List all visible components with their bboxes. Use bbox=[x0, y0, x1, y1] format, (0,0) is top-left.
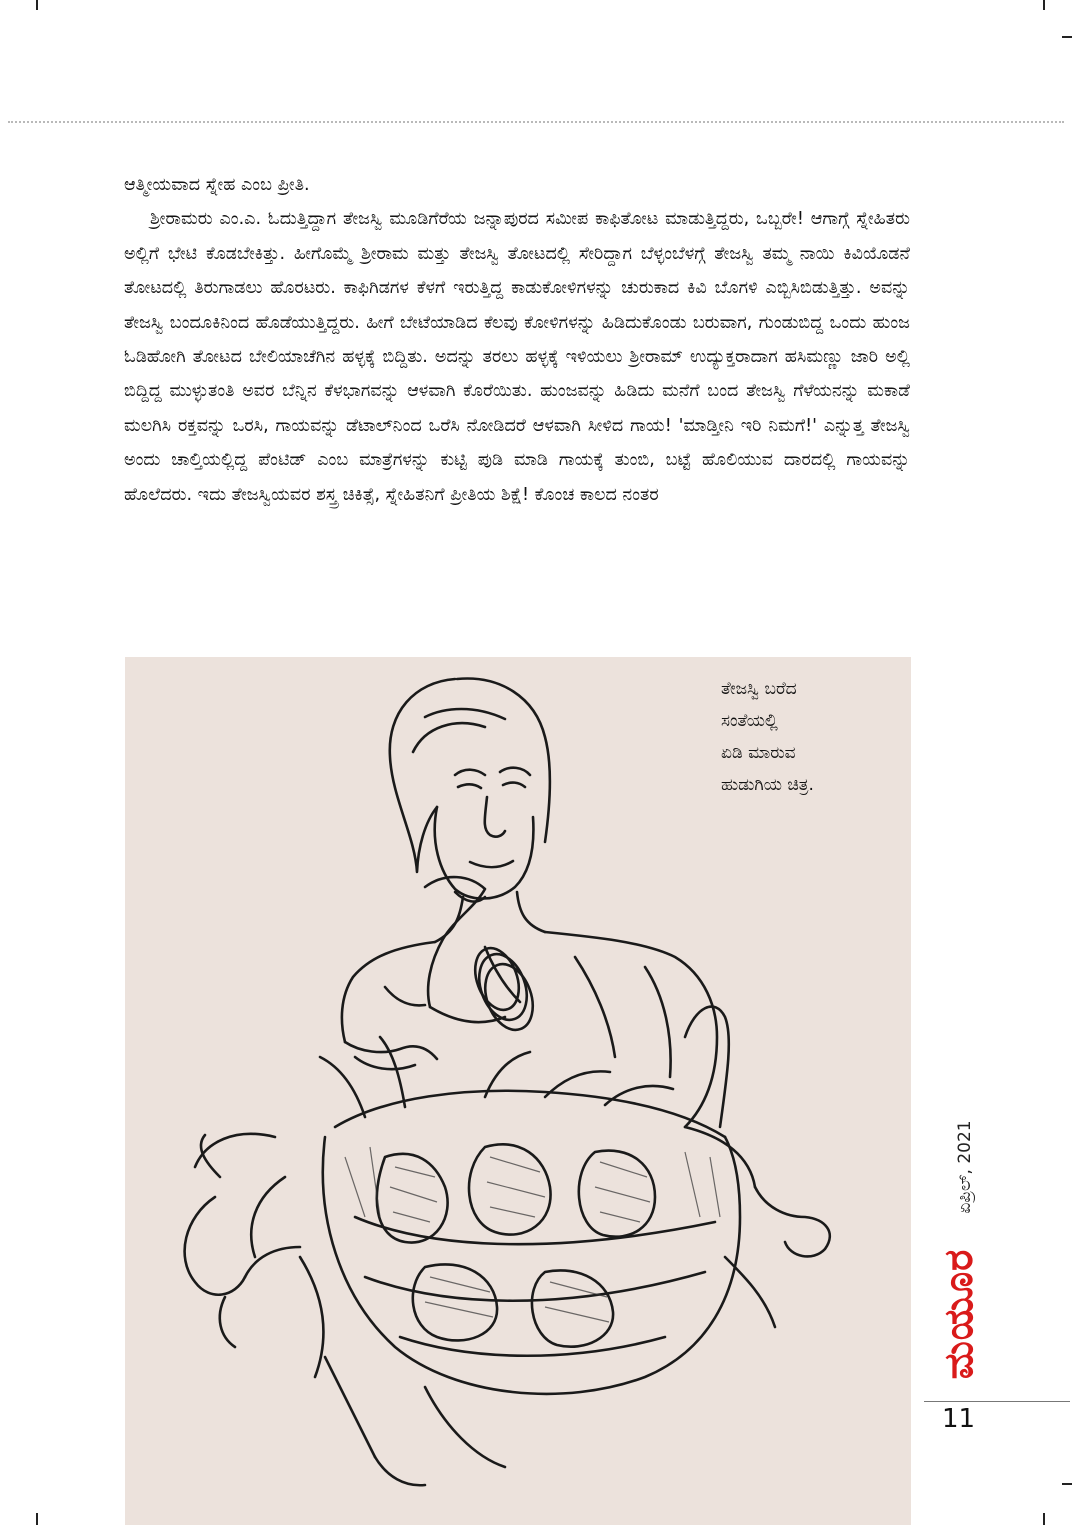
page-number-rule bbox=[924, 1401, 1070, 1402]
magazine-logo-text: ಮಯೂರ bbox=[936, 1248, 982, 1380]
caption-line: ಸಂತೆಯಲ್ಲಿ bbox=[721, 711, 778, 731]
crop-mark bbox=[1062, 36, 1072, 38]
caption-line: ಏಡಿ ಮಾರುವ bbox=[721, 743, 796, 763]
crop-mark bbox=[1043, 0, 1045, 10]
crop-mark bbox=[36, 1513, 38, 1525]
figure-caption bbox=[721, 673, 901, 801]
magazine-logo bbox=[926, 1236, 992, 1392]
article-paragraph: ಆತ್ಮೀಯವಾದ ಸ್ನೇಹ ಎಂಬ ಪ್ರೀತಿ. bbox=[124, 175, 310, 195]
crop-mark bbox=[1043, 1513, 1045, 1525]
illustration-figure bbox=[125, 657, 911, 1525]
article-body bbox=[124, 168, 910, 512]
caption-line: ತೇಜಸ್ವಿ ಬರೆದ bbox=[721, 679, 797, 699]
article-paragraph: ಶ್ರೀರಾಮರು ಎಂ.ಎ. ಓದುತ್ತಿದ್ದಾಗ ತೇಜಸ್ವಿ ಮೂಡಿಗೆರೆಯ ಜನ್ನಾಪುರದ ಸಮೀಪ ಕಾಫಿತೋಟ ಮಾಡುತ್ತಿದ್ದರು, ಒಬ್ಬರೇ! ಆಗಾಗ್ಗೆ ಸ್ನೇಹಿತರು ಅಲ್ಲಿಗೆ ಭೇಟಿ ಕೊಡಬೇಕಿತ್ತು. ಹೀಗೊಮ್ಮೆ ಶ್ರೀರಾಮ ಮತ್ತು ತೇಜಸ್ವಿ ತೋಟದಲ್ಲಿ ಸೇರಿದ್ದಾಗ ಬೆಳ್ಳಂಬೆಳಗ್ಗೆ ತೇಜಸ್ವಿ ತಮ್ಮ ನಾಯಿ ಕಿವಿಯೊಡನೆ ತೋಟದಲ್ಲಿ ತಿರುಗಾಡಲು ಹೊರಟರು. ಕಾಫಿಗಿಡಗಳ ಕೆಳಗೆ ಇರುತ್ತಿದ್ದ ಕಾಡುಕೋಳಿಗಳನ್ನು ಚುರುಕಾದ ಕಿವಿ ಬೊಗಳಿ ಎಬ್ಬಿಸಿಬಿಡುತ್ತಿತ್ತು. ಅವನ್ನು ತೇಜಸ್ವಿ ಬಂದೂಕಿನಿಂದ ಹೊಡೆಯುತ್ತಿದ್ದರು. ಹೀಗೆ ಬೇಟೆಯಾಡಿದ ಕೆಲವು ಕೋಳಿಗಳನ್ನು ಹಿಡಿದುಕೊಂಡು ಬರುವಾಗ, ಗುಂಡುಬಿದ್ದ ಒಂದು ಹುಂಜ ಓಡಿಹೋಗಿ ತೋಟದ ಬೇಲಿಯಾಚೆಗಿನ ಹಳ್ಳಕ್ಕೆ ಬಿದ್ದಿತು. ಅದನ್ನು ತರಲು ಹಳ್ಳಕ್ಕೆ ಇಳಿಯಲು ಶ್ರೀರಾಮ್ ಉದ್ಯುಕ್ತರಾದಾಗ ಹಸಿಮಣ್ಣು ಜಾರಿ ಅಲ್ಲಿ ಬಿದ್ದಿದ್ದ ಮುಳ್ಳುತಂತಿ ಅವರ ಬೆನ್ನಿನ ಕೆಳಭಾಗವನ್ನು ಆಳವಾಗಿ ಕೊರೆಯಿತು. ಹುಂಜವನ್ನು ಹಿಡಿದು ಮನೆಗೆ ಬಂದ ತೇಜಸ್ವಿ ಗೆಳೆಯನನ್ನು ಮಕಾಡೆ ಮಲಗಿಸಿ ರಕ್ತವನ್ನು ಒರಸಿ, ಗಾಯವನ್ನು ಡೆಟಾಲ್‌ನಿಂದ ಒರೆಸಿ ನೋಡಿದರೆ ಆಳವಾಗಿ ಸೀಳಿದ ಗಾಯ! 'ಮಾಡ್ತೀನಿ ಇರಿ ನಿಮಗೆ!' ಎನ್ನುತ್ತ ತೇಜಸ್ವಿ ಅಂದು ಚಾಲ್ತಿಯಲ್ಲಿದ್ದ ಪೆಂಟಿಡ್ ಎಂಬ ಮಾತ್ರೆಗಳನ್ನು ಕುಟ್ಟಿ ಪುಡಿ ಮಾಡಿ ಗಾಯಕ್ಕೆ ತುಂಬಿ, ಬಟ್ಟೆ ಹೊಲಿಯುವ ದಾರದಲ್ಲಿ ಗಾಯವನ್ನು ಹೊಲೆದರು. ಇದು ತೇಜಸ್ವಿಯವರ ಶಸ್ತ್ರ ಚಿಕಿತ್ಸೆ, ಸ್ನೇಹಿತನಿಗೆ ಪ್ರೀತಿಯ ಶಿಕ್ಷೆ! ಕೊಂಚ ಕಾಲದ ನಂತರ bbox=[124, 209, 910, 505]
crop-mark bbox=[1062, 1483, 1072, 1485]
page-number: 11 bbox=[942, 1404, 976, 1434]
crop-mark bbox=[36, 0, 38, 10]
issue-date-text: ಏಪ್ರಿಲ್, 2021 bbox=[955, 1120, 975, 1214]
issue-date bbox=[942, 1108, 988, 1226]
dotted-divider bbox=[8, 121, 1064, 123]
caption-line: ಹುಡುಗಿಯ ಚಿತ್ರ. bbox=[721, 775, 814, 795]
